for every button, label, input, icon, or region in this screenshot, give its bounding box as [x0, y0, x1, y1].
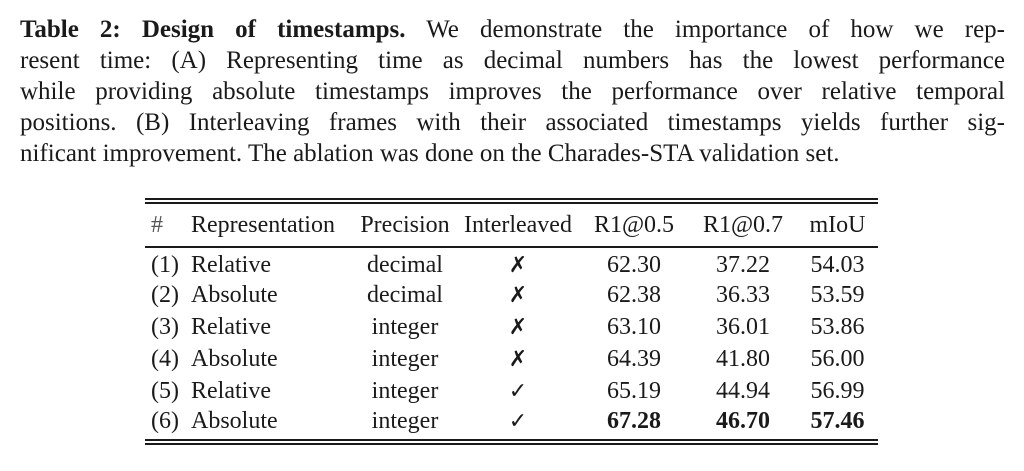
cell-r1-05: 62.30: [607, 252, 661, 278]
cell-representation: Absolute: [191, 345, 278, 372]
table-row: [145, 247, 878, 279]
cell-precision: integer: [371, 377, 439, 404]
cross-icon: ✗: [508, 282, 528, 308]
caption-line-2: resent time: (A) Representing time as decimal numbers has the lowest performance: [20, 47, 1005, 74]
cell-r1-05: 67.28: [607, 408, 661, 434]
caption-title: Table 2: Design of timestamps.: [20, 16, 406, 43]
cell-r1-05: 64.39: [607, 345, 661, 372]
cell-r1-07: 41.80: [716, 345, 770, 372]
cell-interleaved: [457, 343, 579, 375]
cell-miou: 57.46: [810, 408, 865, 434]
cross-icon: ✗: [508, 253, 528, 278]
cell-interleaved: [457, 407, 579, 439]
table-caption: [0, 0, 1024, 169]
cell-number: (2): [151, 281, 179, 308]
cell-precision: decimal: [367, 252, 443, 278]
col-header-representation: Representation: [185, 204, 353, 247]
cell-precision: decimal: [367, 281, 443, 308]
cell-number: (5): [151, 377, 179, 404]
cell-number: (1): [151, 252, 179, 278]
cell-number: (3): [151, 313, 179, 340]
caption-line-1: [20, 14, 1005, 45]
cell-number: (4): [151, 345, 179, 372]
cross-icon: ✗: [508, 346, 528, 372]
cell-representation: Absolute: [191, 408, 278, 434]
cell-interleaved: [457, 375, 579, 407]
cross-icon: ✗: [508, 314, 528, 340]
table-row: [145, 343, 878, 375]
cell-number: (6): [151, 408, 179, 434]
cell-r1-07: 44.94: [716, 377, 770, 404]
cell-interleaved: [457, 311, 579, 343]
col-header-interleaved: Interleaved: [457, 204, 579, 247]
cell-r1-07: 36.33: [716, 281, 770, 308]
col-header-number: #: [145, 204, 185, 247]
col-header-r1-05: R1@0.5: [579, 204, 689, 247]
cell-miou: 53.59: [810, 281, 865, 308]
caption-line-4: positions. (B) Interleaving frames with their associated timestamps yields further sig-: [20, 109, 1005, 136]
timestamp-design-table: [145, 204, 878, 439]
cell-miou: 53.86: [810, 313, 865, 340]
check-icon: ✓: [508, 378, 528, 404]
col-header-r1-07: R1@0.7: [689, 204, 797, 247]
cell-representation: Relative: [191, 313, 271, 340]
cell-precision: integer: [371, 345, 439, 372]
table-row: [145, 375, 878, 407]
cell-representation: Relative: [191, 377, 271, 404]
col-header-miou: mIoU: [797, 204, 878, 247]
cell-interleaved: [457, 279, 579, 311]
caption-text-1: We demonstrate the importance of how we rep-: [426, 16, 1005, 43]
cell-interleaved: [457, 247, 579, 279]
table-row-best: [145, 407, 878, 439]
col-header-precision: Precision: [353, 204, 457, 247]
results-table: [145, 198, 878, 445]
cell-representation: Relative: [191, 252, 271, 278]
cell-miou: 56.99: [810, 377, 865, 404]
cell-representation: Absolute: [191, 281, 278, 308]
caption-line-3: while providing absolute timestamps improves the performance over relative temporal: [20, 78, 1005, 105]
caption-line-5: nificant improvement. The ablation was done on the Charades-STA validation set.: [20, 140, 840, 167]
cell-r1-07: 36.01: [716, 313, 770, 340]
cell-r1-05: 65.19: [607, 377, 661, 404]
cell-r1-07: 46.70: [716, 408, 770, 434]
table-row: [145, 311, 878, 343]
cell-miou: 56.00: [810, 345, 865, 372]
cell-r1-07: 37.22: [716, 252, 770, 278]
header-row: [145, 204, 878, 247]
cell-r1-05: 62.38: [607, 281, 661, 308]
cell-miou: 54.03: [810, 252, 865, 278]
cell-r1-05: 63.10: [607, 313, 661, 340]
cell-precision: integer: [371, 408, 439, 434]
cell-precision: integer: [371, 313, 439, 340]
table-row: [145, 279, 878, 311]
check-icon: ✓: [508, 409, 528, 434]
